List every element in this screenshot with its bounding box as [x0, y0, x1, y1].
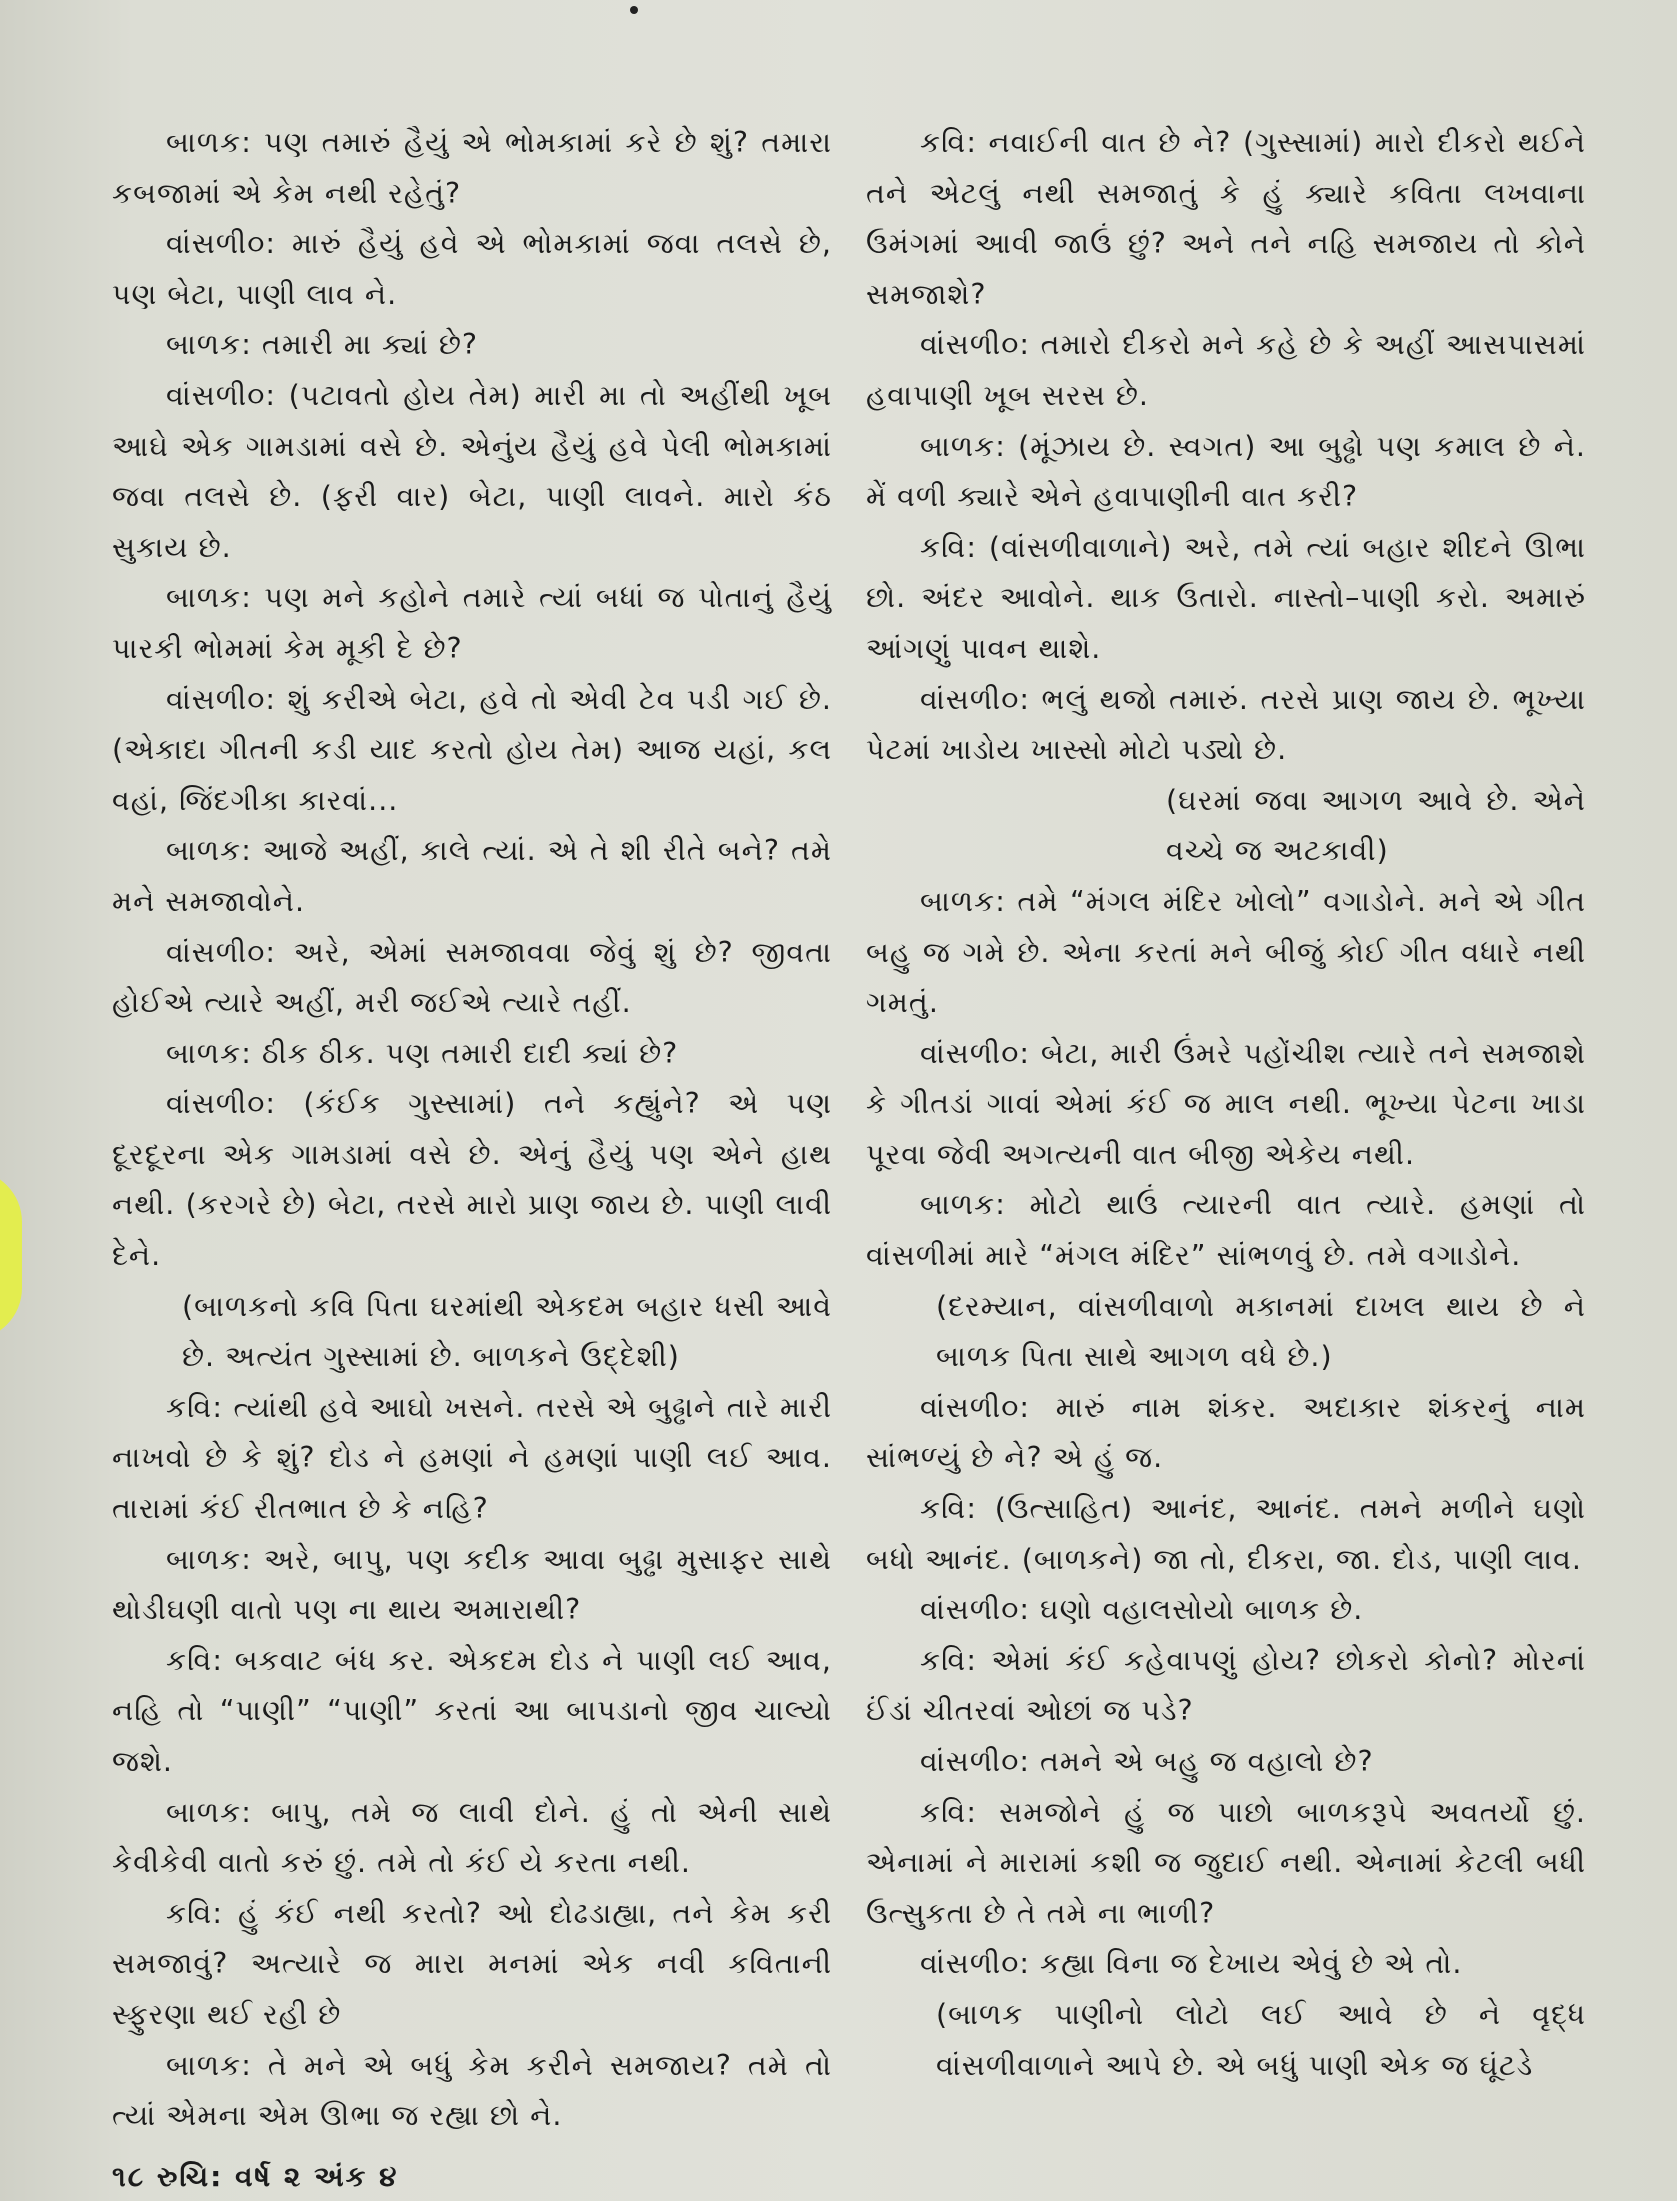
dialogue-paragraph: બાળક: પણ મને કહોને તમારે ત્યાં બધાં જ પોતાનું હૈયું પારકી ભોમમાં કેમ મૂકી દે છે? — [112, 581, 832, 665]
stage-direction: (બાળક પાણીનો લોટો લઈ આવે છે ને વૃદ્ધ વાંસળીવાળાને આપે છે. એ બધું પાણી એક જ ઘૂંટડે — [936, 1997, 1586, 2082]
dialogue-paragraph: વાંસળી૦: મારું નામ શંકર. અદાકાર શંકરનું નામ સાંભળ્યું છે ને? એ હું જ. — [866, 1390, 1586, 1475]
dialogue-paragraph: વાંસળી૦: મારું હૈયું હવે એ ભોમકામાં જવા તલસે છે, પણ બેટા, પાણી લાવ ને. — [112, 227, 832, 311]
dialogue-paragraph: બાળક: તે મને એ બધું કેમ કરીને સમજાય? તમે તો ત્યાં એમના એમ ઊભા જ રહ્યા છો ને. — [112, 2048, 832, 2133]
dialogue-paragraph: વાંસળી૦: તમને એ બહુ જ વહાલો છે? — [920, 1745, 1374, 1778]
dialogue-paragraph: વાંસળી૦: અરે, એમાં સમજાવવા જેવું શું છે? જીવતા હોઈએ ત્યારે અહીં, મરી જઈએ ત્યારે તહીં. — [112, 935, 832, 1020]
dialogue-paragraph: બાળક: તમારી મા ક્યાં છે? — [166, 328, 479, 362]
dialogue-paragraph: કવિ: એમાં કંઈ કહેવાપણું હોય? છોકરો કોનો? મોરનાં ઈંડાં ચીતરવાં ઓછાં જ પડે? — [866, 1643, 1586, 1728]
dialogue-paragraph: વાંસળી૦: ઘણો વહાલસોયો બાળક છે. — [920, 1593, 1364, 1627]
dialogue-paragraph: બાળક: આજે અહીં, કાલે ત્યાં. એ તે શી રીતે બને? તમે મને સમજાવોને. — [112, 834, 832, 918]
left-column — [112, 118, 832, 2142]
dialogue-paragraph: બાળક: મોટો થાઉં ત્યારની વાત ત્યારે. હમણાં તો વાંસળીમાં મારે “મંગલ મંદિર” સાંભળવું છે. તમે વગાડોને. — [866, 1188, 1586, 1273]
dialogue-paragraph: કવિ: સમજોને હું જ પાછો બાળકરૂપે અવતર્યો છું. એનામાં ને મારામાં કશી જ જુદાઈ નથી. એનામાં કેટલી બધી ઉત્સુકતા છે તે તમે ના ભાળી? — [866, 1795, 1586, 1930]
dialogue-paragraph: વાંસળી૦: (કંઈક ગુસ્સામાં) તને કહ્યુંને? એ પણ દૂરદૂરના એક ગામડામાં વસે છે. એનું હૈયું પણ એને હાથ નથી. (કરગરે છે) બેટા, તરસે મારો પ્રાણ જાય છે. પાણી લાવી દેને. — [112, 1087, 832, 1273]
dialogue-paragraph: વાંસળી૦: (પટાવતો હોય તેમ) મારી મા તો અહીંથી ખૂબ આઘે એક ગામડામાં વસે છે. એનુંય હૈયું હવે પેલી ભોમકામાં જવા તલસે છે. (ફરી વાર) બેટા, પાણી લાવને. મારો કંઠ સુકાય છે. — [112, 378, 832, 564]
stage-direction: (બાળકનો કવિ પિતા ઘરમાંથી એકદમ બહાર ધસી આવે છે. અત્યંત ગુસ્સામાં છે. બાળકને ઉદ્દેશી) — [182, 1289, 832, 1374]
dialogue-paragraph: કવિ: (ઉત્સાહિત) આનંદ, આનંદ. તમને મળીને ઘણો બધો આનંદ. (બાળકને) જા તો, દીકરા, જા. દોડ, પાણી લાવ. — [866, 1492, 1586, 1576]
dialogue-paragraph: વાંસળી૦: તમારો દીકરો મને કહે છે કે અહીં આસપાસમાં હવાપાણી ખૂબ સરસ છે. — [866, 328, 1586, 412]
page-footer: ૧૮ રુચિ: વર્ષ ૨ અંક ૪ — [112, 2160, 399, 2193]
dialogue-paragraph: વાંસળી૦: કહ્યા વિના જ દેખાય એવું છે એ તો. — [920, 1947, 1463, 1981]
dialogue-paragraph: બાળક: અરે, બાપુ, પણ કદીક આવા બુઢ્ઢા મુસાફર સાથે થોડીઘણી વાતો પણ ના થાય અમારાથી? — [112, 1542, 832, 1627]
stage-direction: (દરમ્યાન, વાંસળીવાળો મકાનમાં દાખલ થાય છે ને બાળક પિતા સાથે આગળ વધે છે.) — [936, 1289, 1586, 1374]
dialogue-paragraph: કવિ: ત્યાંથી હવે આઘો ખસને. તરસે એ બુઢ્ઢાને તારે મારી નાખવો છે કે શું? દોડ ને હમણાં ને હમણાં પાણી લઈ આવ. તારામાં કંઈ રીતભાત છે કે નહિ? — [112, 1390, 832, 1526]
dialogue-paragraph: કવિ: (વાંસળીવાળાને) અરે, તમે ત્યાં બહાર શીદને ઊભા છો. અંદર આવોને. થાક ઉતારો. નાસ્તો–પાણી કરો. અમારું આંગણું પાવન થાશે. — [866, 530, 1586, 665]
highlighter-stain — [0, 1170, 22, 1340]
dialogue-paragraph: બાળક: તમે “મંગલ મંદિર ખોલો” વગાડોને. મને એ ગીત બહુ જ ગમે છે. એના કરતાં મને બીજું કોઈ ગીત વધારે નથી ગમતું. — [866, 884, 1586, 1020]
stage-direction: (ઘરમાં જવા આગળ આવે છે. એને વચ્ચે જ અટકાવી) — [1166, 783, 1586, 868]
dialogue-paragraph: કવિ: નવાઈની વાત છે ને? (ગુસ્સામાં) મારો દીકરો થઈને તને એટલું નથી સમજાતું કે હું ક્યારે કવિતા લખવાના ઉમંગમાં આવી જાઉં છું? અને તને નહિ સમજાય તો કોને સમજાશે? — [866, 126, 1586, 311]
dialogue-paragraph: વાંસળી૦: શું કરીએ બેટા, હવે તો એવી ટેવ પડી ગઈ છે. (એકાદા ગીતની કડી યાદ કરતો હોય તેમ) આજ યહાં, કલ વહાં, જિંદગીકા કારવાં... — [112, 682, 832, 817]
dialogue-paragraph: કવિ: હું કંઈ નથી કરતો? ઓ દોઢડાહ્યા, તને કેમ કરી સમજાવું? અત્યારે જ મારા મનમાં એક નવી કવિતાની સ્ફુરણા થઈ રહી છે — [112, 1896, 832, 2031]
dialogue-paragraph: બાળક: બાપુ, તમે જ લાવી દોને. હું તો એની સાથે કેવીકેવી વાતો કરું છું. તમે તો કંઈ યે કરતા નથી. — [112, 1795, 832, 1880]
dialogue-paragraph: વાંસળી૦: ભલું થજો તમારું. તરસે પ્રાણ જાય છે. ભૂખ્યા પેટમાં ખાડોય ખાસ્સો મોટો પડ્યો છે. — [866, 682, 1586, 767]
right-column — [866, 118, 1586, 2091]
dialogue-paragraph: કવિ: બકવાટ બંધ કર. એકદમ દોડ ને પાણી લઈ આવ, નહિ તો “પાણી” “પાણી” કરતાં આ બાપડાનો જીવ ચાલ્યો જશે. — [112, 1643, 832, 1778]
dialogue-paragraph: બાળક: (મૂંઝાય છે. સ્વગત) આ બુઢ્ઢો પણ કમાલ છે ને. મેં વળી ક્યારે એને હવાપાણીની વાત કરી? — [866, 429, 1586, 514]
dialogue-paragraph: બાળક: પણ તમારું હૈયું એ ભોમકામાં કરે છે શું? તમારા કબજામાં એ કેમ નથી રહેતું? — [112, 126, 832, 210]
print-mark — [630, 6, 638, 14]
dialogue-paragraph: બાળક: ઠીક ઠીક. પણ તમારી દાદી ક્યાં છે? — [166, 1036, 679, 1070]
dialogue-paragraph: વાંસળી૦: બેટા, મારી ઉંમરે પહોંચીશ ત્યારે તને સમજાશે કે ગીતડાં ગાવાં એમાં કંઈ જ માલ નથી. ભૂખ્યા પેટના ખાડા પૂરવા જેવી અગત્યની વાત બીજી એકેય નથી. — [866, 1036, 1586, 1171]
